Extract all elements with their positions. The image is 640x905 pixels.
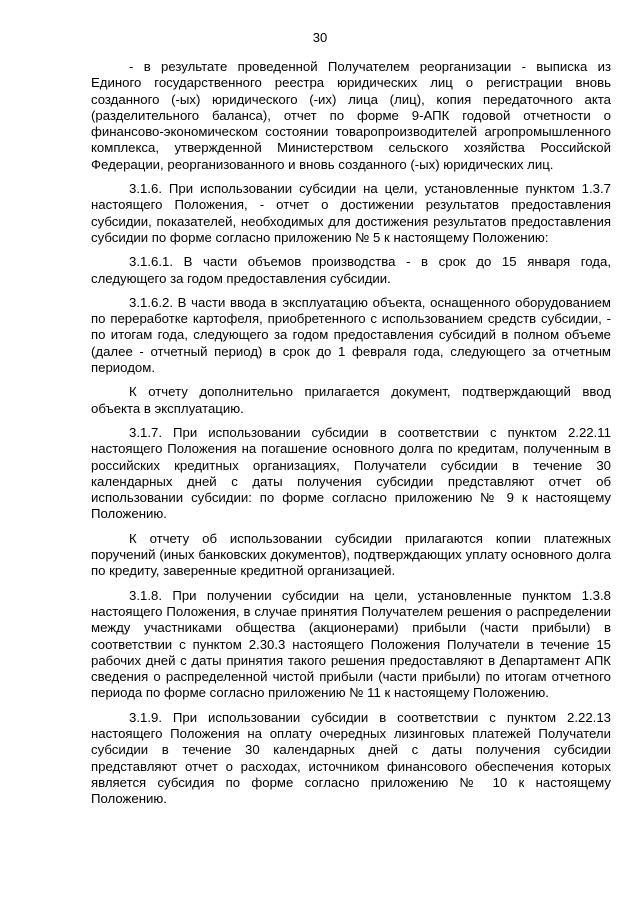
paragraph-3-1-6: 3.1.6. При использовании субсидии на цели, установленные пунктом 1.3.7 настоящего Положения, - отчет о достижении результатов предоставления субсидии, показателей, необходимых для достижения результатов предоставления субсидии по форме согласно приложению № 5 к настоящему Положению: [91, 181, 611, 245]
paragraph-3-1-7: 3.1.7. При использовании субсидии в соответствии с пунктом 2.22.11 настоящего Положения на погашение основного долга по кредитам, полученным в российских кредитных организациях, Получатели субсидии в течение 30 календарных дней с даты получения субсидии представляют отчет об использовании субсидии: по форме согласно приложению № 9 к настоящему Положению. [91, 424, 611, 522]
paragraph-3-1-8: 3.1.8. При получении субсидии на цели, установленные пунктом 1.3.8 настоящего Положения, в случае принятия Получателем решения о распределении между участниками общества (акционерами) прибыли (части прибыли) в соответствии с пунктом 2.30.3 настоящего Положения Получатели в течение 15 рабочих дней с даты принятия такого решения предоставляют в Департамент АПК сведения о распределенной чистой прибыли (части прибыли) по итогам отчетного периода по форме согласно приложению № 11 к настоящему Положению. [91, 587, 611, 701]
document-body [91, 59, 611, 815]
paragraph-3-1-9: 3.1.9. При использовании субсидии в соответствии с пунктом 2.22.13 настоящего Положения на оплату очередных лизинговых платежей Получатели субсидии в течение 30 календарных дней с даты получения субсидии представляют отчет о расходах, источником финансового обеспечения которых является субсидия по форме согласно приложению № 10 к настоящему Положению. [91, 709, 611, 807]
paragraph-payment-orders-note: К отчету об использовании субсидии прилагаются копии платежных поручений (иных банковских документов), подтверждающих уплату основного долга по кредиту, заверенные кредитной организацией. [91, 530, 611, 579]
paragraph-3-1-6-1: 3.1.6.1. В части объемов производства - в срок до 15 января года, следующего за годом предоставления субсидии. [91, 254, 611, 286]
paragraph-3-1-6-2: 3.1.6.2. В части ввода в эксплуатацию объекта, оснащенного оборудованием по переработке картофеля, приобретенного с использованием средств субсидии, - по итогам года, следующего за годом предоставления субсидий в полном объеме (далее - отчетный период) в срок до 1 февраля года, следующего за отчетным периодом. [91, 294, 611, 376]
paragraph-attachment-note: К отчету дополнительно прилагается документ, подтверждающий ввод объекта в эксплуатацию. [91, 384, 611, 416]
paragraph-reorganization: - в результате проведенной Получателем реорганизации - выписка из Единого государственного реестра юридических лиц о регистрации вновь созданного (-ых) юридического (-их) лица (лиц), копия передаточного акта (разделительного баланса), отчет по форме 9-АПК годовой отчетности о финансово-экономическом состоянии товаропроизводителей агропромышленного комплекса, утвержденной Министерством сельского хозяйства Российской Федерации, реорганизованного и вновь созданного (-ых) юридических лиц. [91, 59, 611, 172]
page-number: 30 [312, 30, 328, 45]
